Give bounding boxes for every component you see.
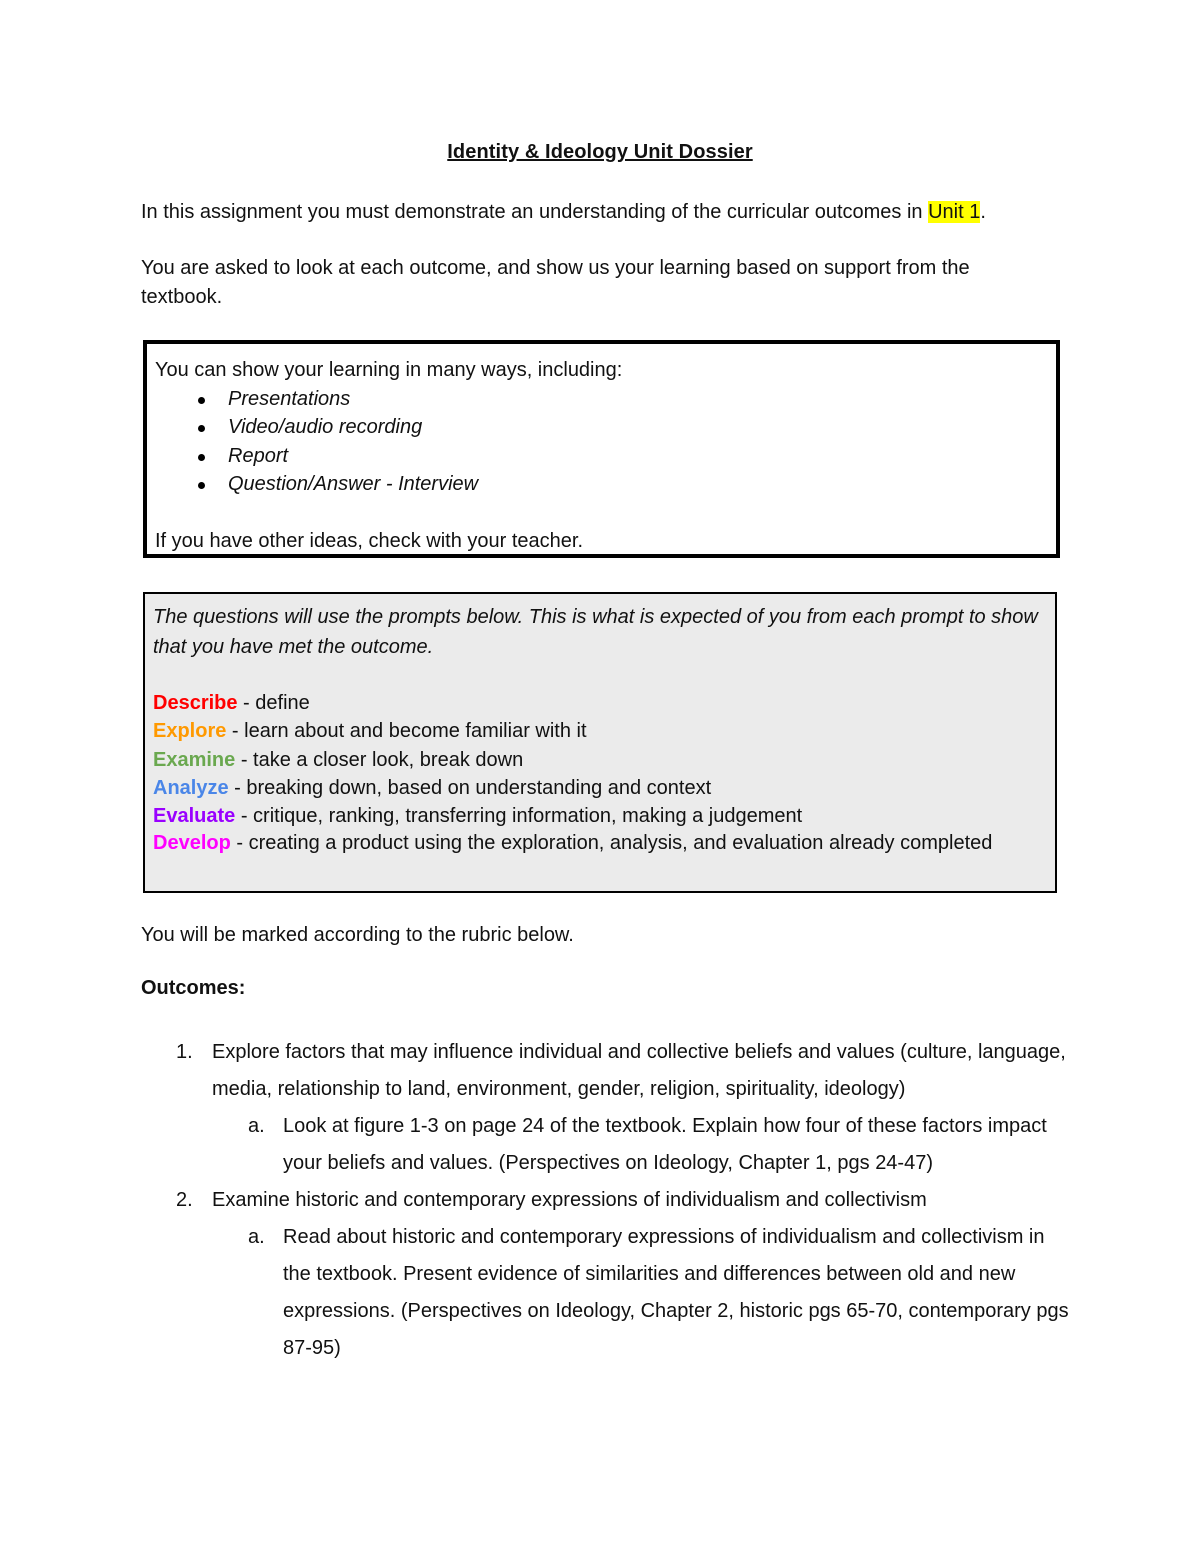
outcome-number: 1.	[176, 1041, 193, 1063]
asked-paragraph: You are asked to look at each outcome, and show us your learning based on support from the textbook.	[141, 257, 970, 308]
outcome-text: Examine historic and contemporary expressions of individualism and collectivism	[212, 1189, 927, 1211]
prompt-definition: - breaking down, based on understanding and context	[228, 776, 712, 799]
subitem-letter: a.	[248, 1115, 265, 1137]
outcome-number: 2.	[176, 1189, 193, 1211]
list-item-text: Report	[228, 444, 289, 467]
learning-ways-list	[155, 385, 1048, 499]
document-title: Identity & Ideology Unit Dossier	[447, 141, 753, 163]
prompt-develop	[153, 830, 1047, 856]
outcome-subitem-2a	[212, 1219, 1071, 1367]
learning-ways-heading: You can show your learning in many ways, including:	[155, 359, 623, 381]
list-item	[155, 442, 1048, 471]
outcome-item-1	[141, 1034, 1071, 1182]
list-item-text: Question/Answer - Interview	[228, 473, 479, 495]
prompt-definition: - creating a product using the exploration, analysis, and evaluation already completed	[230, 832, 993, 855]
prompt-examine	[153, 746, 1047, 774]
prompt-keyword: Evaluate	[153, 805, 236, 828]
prompt-keyword: Explore	[153, 720, 227, 743]
prompt-keyword: Describe	[153, 692, 238, 714]
outcome-text: Explore factors that may influence individual and collective beliefs and values (culture, language, media, relationship to land, environment, gender, religion, spirituality, ideology)	[212, 1041, 1066, 1100]
list-item-text: Video/audio recording	[228, 416, 423, 438]
prompt-analyze	[153, 774, 1047, 802]
prompt-keyword: Examine	[153, 748, 236, 771]
prompt-describe	[153, 689, 1047, 717]
outcome-item-2	[141, 1182, 1071, 1367]
outcomes-list	[141, 1034, 1071, 1367]
list-item	[155, 413, 1048, 442]
outcome-subitem-1a	[212, 1108, 1071, 1182]
list-item	[155, 470, 1048, 499]
prompt-definition: - take a closer look, break down	[235, 748, 524, 771]
prompts-intro: The questions will use the prompts below. This is what is expected of you from each prompt to show that you have met the outcome.	[153, 606, 1038, 658]
intro-text: In this assignment you must demonstrate an understanding of the curricular outcomes in	[141, 201, 929, 223]
bullet-icon	[198, 454, 205, 461]
prompt-explore	[153, 717, 1047, 745]
prompts-box	[143, 592, 1057, 893]
rubric-note: You will be marked according to the rubric below.	[141, 924, 574, 946]
prompt-evaluate	[153, 802, 1047, 830]
subitem-text: Read about historic and contemporary expressions of individualism and collectivism in the textbook. Present evidence of similarities and differences between old and new expressions. (Perspectives on Ideology, Chapter 2, historic pgs 65-70, contemporary pgs 87-95)	[283, 1226, 1069, 1359]
bullet-icon	[198, 397, 205, 404]
unit-highlight: Unit 1	[928, 201, 981, 223]
bullet-icon	[198, 482, 205, 489]
prompt-definition: - define	[237, 692, 310, 714]
learning-ways-footer: If you have other ideas, check with your teacher.	[155, 529, 584, 552]
subitem-letter: a.	[248, 1226, 265, 1248]
list-item	[155, 385, 1048, 414]
outcomes-heading: Outcomes:	[141, 977, 246, 999]
bullet-icon	[198, 425, 205, 432]
subitem-text: Look at figure 1-3 on page 24 of the textbook. Explain how four of these factors impact your beliefs and values. (Perspectives on Ideology, Chapter 1, pgs 24-47)	[283, 1115, 1047, 1174]
list-item-text: Presentations	[228, 387, 351, 410]
prompt-keyword: Develop	[153, 832, 231, 855]
learning-ways-box	[143, 340, 1060, 558]
intro-paragraph	[141, 198, 1061, 227]
prompt-definition: - critique, ranking, transferring information, making a judgement	[235, 805, 803, 828]
prompt-keyword: Analyze	[153, 776, 229, 799]
intro-period: .	[980, 201, 986, 223]
prompt-definition: - learn about and become familiar with it	[226, 720, 587, 743]
